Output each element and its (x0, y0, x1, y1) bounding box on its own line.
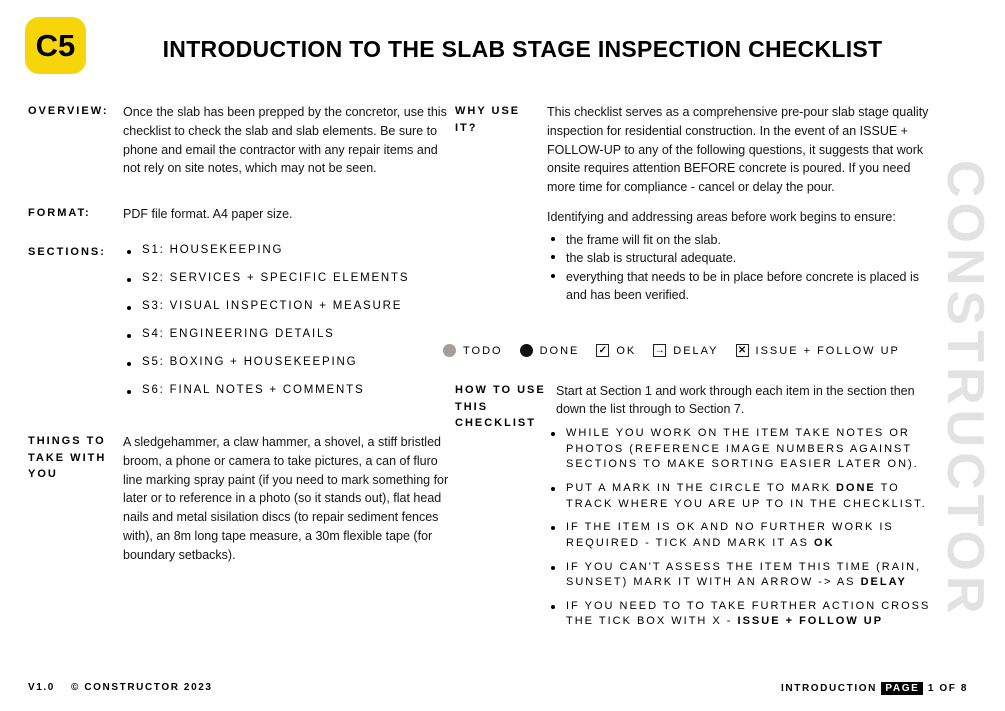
section-item-text: S4: ENGINEERING DETAILS (142, 328, 335, 340)
section-list-item (123, 328, 409, 356)
how-row (455, 382, 935, 638)
how-list-item (547, 481, 938, 512)
legend-item-delay (653, 344, 718, 357)
things-text: A sledgehammer, a claw hammer, a shovel, a stiff bristled broom, a phone or camera to take pictures, a can of fluro line marking spray paint (if you need to mark something for later or to reference in a photo (so it stands out), flat head nails and metal sisilation discs (to repair sediment fences with), an 8m long tape measure, a 30m flexible tape (for boundary setbacks). (123, 435, 449, 562)
box-arrow-icon: → (654, 344, 665, 356)
legend-item-done (520, 344, 580, 357)
why-label: WHY USE IT? (455, 105, 521, 134)
page-chip: PAGE (881, 682, 923, 695)
section-list-item (123, 244, 409, 272)
why-content (547, 103, 930, 305)
overview-row (28, 103, 458, 178)
bullet-dot-icon (551, 237, 555, 241)
how-list-item (547, 520, 938, 551)
section-item-text: S5: BOXING + HOUSEKEEPING (142, 356, 358, 368)
section-list-item (123, 272, 409, 300)
section-item-text: S1: HOUSEKEEPING (142, 244, 284, 256)
footer-right (781, 678, 968, 696)
how-list-item (547, 560, 938, 591)
section-list-item (123, 300, 409, 328)
ensure-list-item (547, 249, 930, 268)
circle-gray-icon (443, 344, 456, 357)
bullet-dot-icon (127, 334, 131, 338)
bullet-dot-icon (551, 274, 555, 278)
version-text: V1.0 (28, 681, 55, 693)
bullet-dot-icon (551, 487, 555, 491)
footer-left (28, 682, 213, 693)
legend-label: OK (616, 344, 637, 357)
section-item-text: S2: SERVICES + SPECIFIC ELEMENTS (142, 272, 410, 284)
things-row (28, 433, 458, 564)
sections-label: SECTIONS: (28, 246, 106, 258)
ensure-item-text: the slab is structural adequate. (566, 251, 737, 265)
section-list-item (123, 356, 409, 384)
sections-list (123, 244, 409, 412)
circle-black-icon (520, 344, 533, 357)
bullet-dot-icon (551, 255, 555, 259)
watermark-text: CONSTRUCTOR (936, 160, 994, 619)
box-x-icon: ✕ (736, 344, 749, 357)
how-list-item (547, 426, 938, 473)
footer (28, 678, 968, 696)
ensure-item-text: everything that needs to be in place before concrete is placed is and has been verified. (566, 269, 919, 302)
bullet-dot-icon (127, 278, 131, 282)
why-text: This checklist serves as a comprehensive pre-pour slab stage quality inspection for residential construction. In the event of an ISSUE + FOLLOW-UP to any of the following questions, it suggests that work onsite requires attention BEFORE concrete is poured. If you need more time for compliance - cancel or delay the pour. (547, 105, 929, 194)
bullet-dot-icon (127, 250, 131, 254)
legend-item-todo (443, 344, 503, 357)
bullet-dot-icon (551, 526, 555, 530)
bullet-dot-icon (127, 306, 131, 310)
section-item-text: S3: VISUAL INSPECTION + MEASURE (142, 300, 403, 312)
ensure-item-text: the frame will fit on the slab. (566, 232, 721, 247)
bullet-dot-icon (127, 362, 131, 366)
status-legend (443, 344, 900, 357)
section-item-text: S6: FINAL NOTES + COMMENTS (142, 384, 365, 396)
legend-label: TODO (463, 344, 503, 357)
legend-label: DONE (539, 344, 580, 357)
section-code-badge: C5 (25, 17, 86, 74)
bullet-dot-icon (551, 432, 555, 436)
how-item-text: IF YOU CAN'T ASSESS THE ITEM THIS TIME (RAIN, SUNSET) MARK IT WITH AN ARROW -> AS DELAY (566, 560, 922, 589)
legend-item-ok (596, 344, 636, 357)
legend-item-issue-follow-up (736, 344, 900, 357)
format-label: FORMAT: (28, 207, 91, 219)
ensure-list (547, 231, 930, 305)
ensure-list-item (547, 231, 930, 250)
overview-label: OVERVIEW: (28, 105, 109, 117)
format-text: PDF file format. A4 paper size. (123, 207, 293, 221)
things-label: THINGS TO TAKE WITH YOU (28, 435, 107, 480)
how-item-text: PUT A MARK IN THE CIRCLE TO MARK DONE TO TRACK WHERE YOU ARE UP TO IN THE CHECKLIST. (566, 482, 927, 510)
page-number-text: 1 OF 8 (927, 683, 968, 694)
legend-label: DELAY (673, 344, 719, 357)
how-label: HOW TO USE THIS CHECKLIST (455, 384, 546, 429)
how-bullets (547, 426, 938, 630)
legend-label: ISSUE + FOLLOW UP (755, 344, 900, 357)
how-item-text: WHILE YOU WORK ON THE ITEM TAKE NOTES OR PHOTOS (REFERENCE IMAGE NUMBERS AGAINST SECTIONS TO MAKE SORTING EASIER LATER ON). (566, 427, 919, 471)
bullet-dot-icon (551, 566, 555, 570)
footer-section-text: INTRODUCTION (781, 683, 877, 694)
box-check-icon: ✓ (596, 344, 609, 357)
format-row (28, 205, 458, 224)
page-title: INTRODUCTION TO THE SLAB STAGE INSPECTION CHECKLIST (162, 36, 883, 62)
how-item-text: IF THE ITEM IS OK AND NO FURTHER WORK IS REQUIRED - TICK AND MARK IT AS OK (566, 521, 894, 549)
how-intro: Start at Section 1 and work through each item in the section then down the list through to Section 7. (556, 384, 915, 417)
ensure-list-item (547, 268, 930, 305)
how-item-text: IF YOU NEED TO TO TAKE FURTHER ACTION CROSS THE TICK BOX WITH X - ISSUE + FOLLOW UP (566, 599, 931, 628)
bullet-dot-icon (127, 390, 131, 394)
copyright-text: © CONSTRUCTOR 2023 (70, 681, 213, 693)
how-list-item (547, 599, 938, 630)
identify-text: Identifying and addressing areas before work begins to ensure: (547, 209, 896, 224)
bullet-dot-icon (551, 605, 555, 609)
overview-text: Once the slab has been prepped by the concretor, use this checklist to check the slab and slab elements. Be sure to phone and email the contractor with any repair items and not rely on site notes, which may not be seen. (123, 105, 447, 176)
why-row (455, 103, 930, 305)
section-list-item (123, 384, 409, 412)
how-content (547, 382, 938, 638)
sections-row (28, 244, 458, 412)
